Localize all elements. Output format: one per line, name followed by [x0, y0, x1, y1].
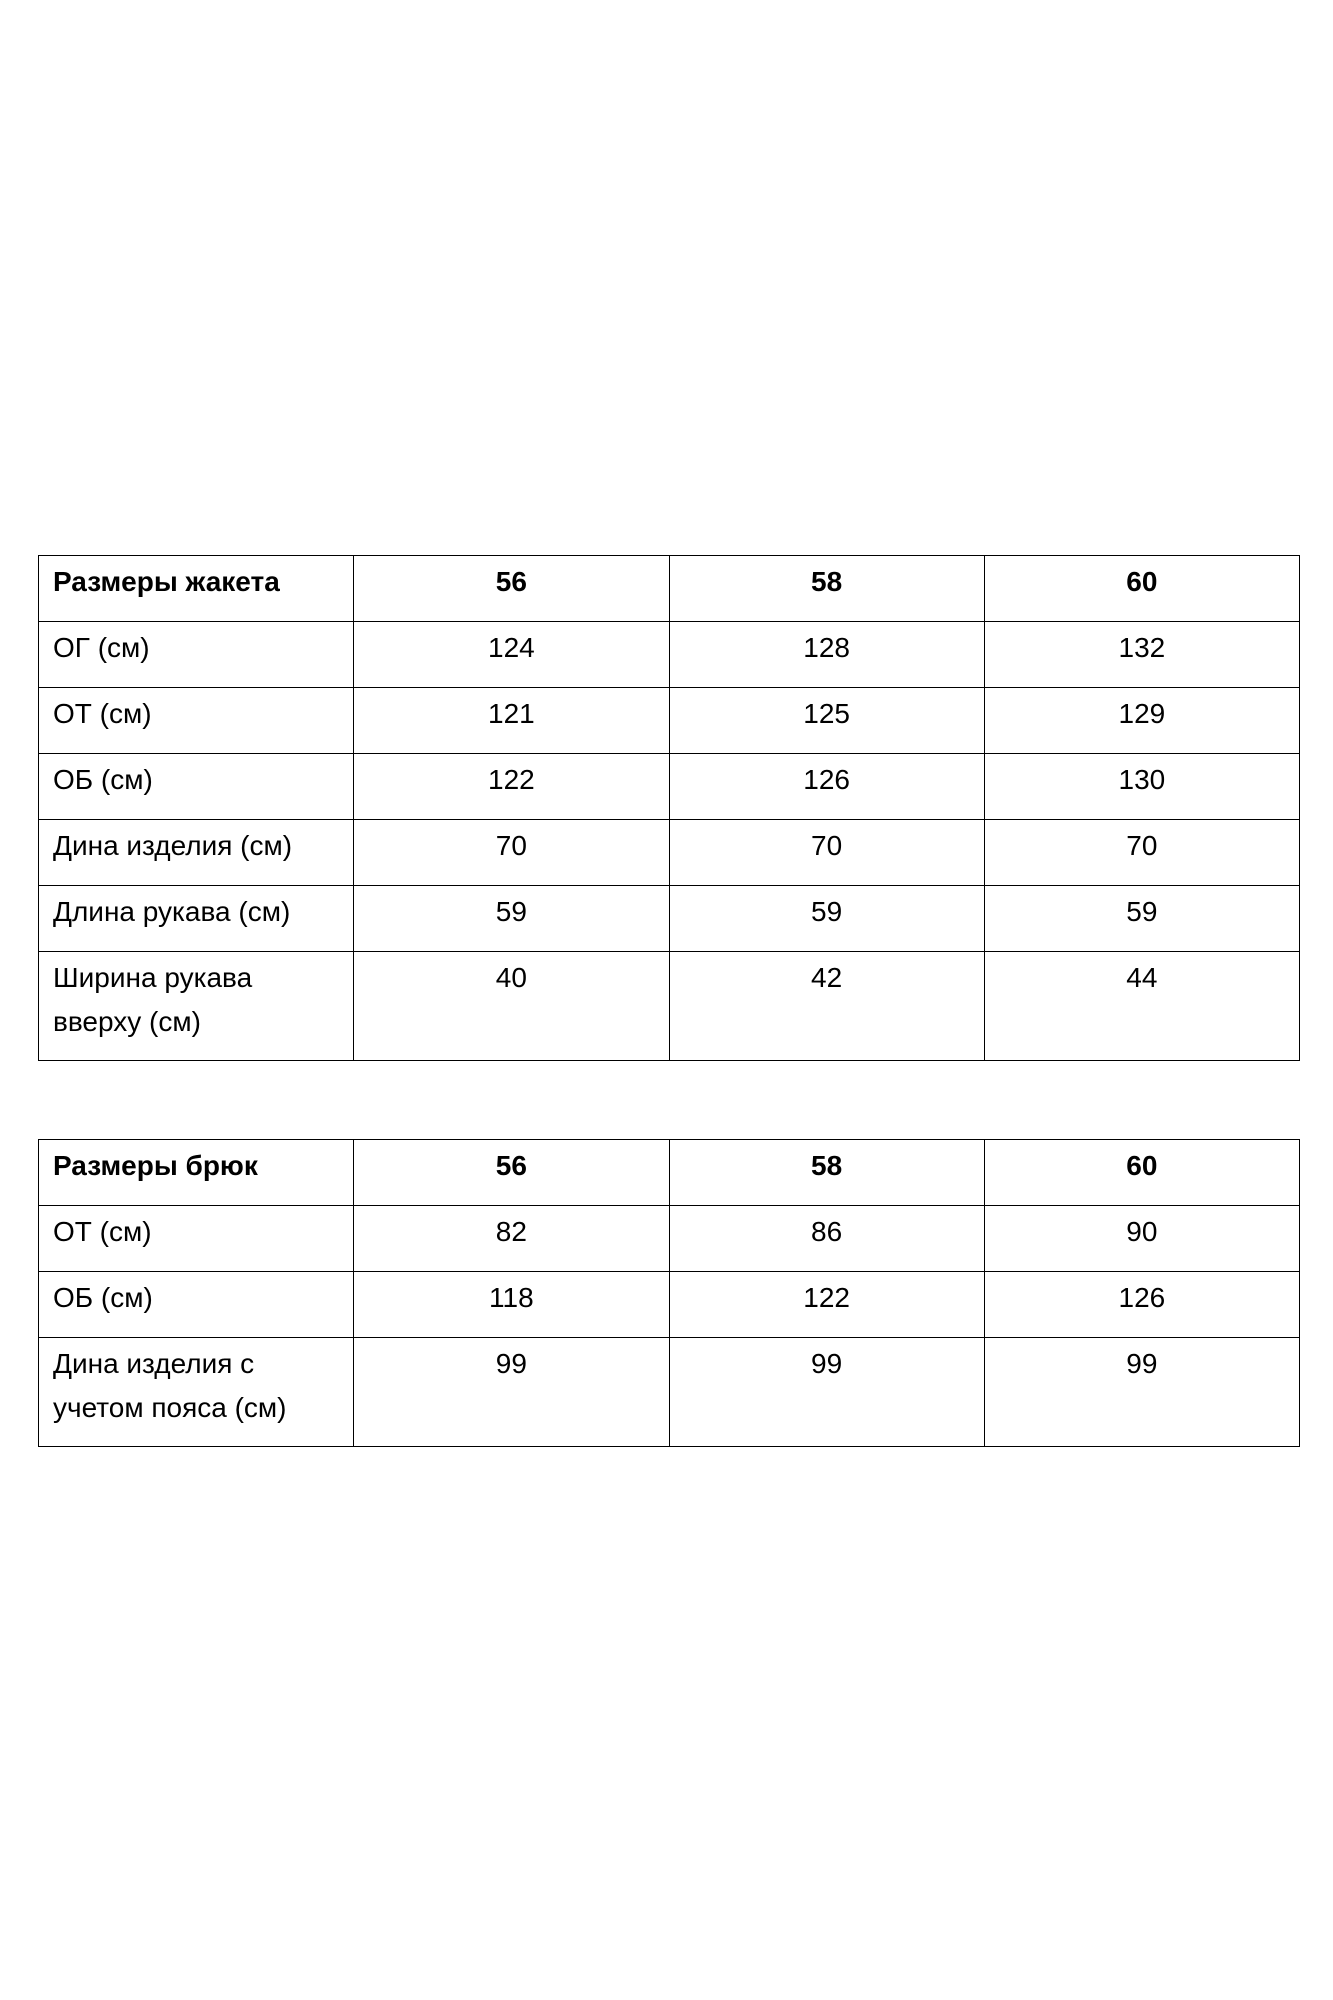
header-cell: 58 — [669, 556, 984, 622]
cell-value: 99 — [354, 1338, 669, 1447]
table-row — [39, 952, 1300, 1061]
cell-value: 70 — [984, 820, 1299, 886]
header-cell: 56 — [354, 1140, 669, 1206]
jacket-size-table — [38, 555, 1300, 1061]
row-label: ОБ (см) — [39, 754, 354, 820]
cell-value: 90 — [984, 1206, 1299, 1272]
header-cell: 60 — [984, 556, 1299, 622]
table-row — [39, 1206, 1300, 1272]
header-cell: 56 — [354, 556, 669, 622]
cell-value: 42 — [669, 952, 984, 1061]
cell-value: 130 — [984, 754, 1299, 820]
cell-value: 125 — [669, 688, 984, 754]
header-cell: Размеры брюк — [39, 1140, 354, 1206]
cell-value: 70 — [669, 820, 984, 886]
row-label: Дина изделия с учетом пояса (см) — [39, 1338, 354, 1447]
cell-value: 44 — [984, 952, 1299, 1061]
table-row — [39, 622, 1300, 688]
row-label: ОТ (см) — [39, 1206, 354, 1272]
table-row — [39, 1272, 1300, 1338]
cell-value: 129 — [984, 688, 1299, 754]
table-header-row — [39, 556, 1300, 622]
cell-value: 40 — [354, 952, 669, 1061]
row-label: Длина рукава (см) — [39, 886, 354, 952]
cell-value: 82 — [354, 1206, 669, 1272]
cell-value: 124 — [354, 622, 669, 688]
cell-value: 70 — [354, 820, 669, 886]
cell-value: 59 — [984, 886, 1299, 952]
row-label: Ширина рукава вверху (см) — [39, 952, 354, 1061]
header-cell: 58 — [669, 1140, 984, 1206]
cell-value: 122 — [669, 1272, 984, 1338]
cell-value: 126 — [669, 754, 984, 820]
trousers-size-table — [38, 1139, 1300, 1447]
cell-value: 126 — [984, 1272, 1299, 1338]
cell-value: 118 — [354, 1272, 669, 1338]
row-label: ОТ (см) — [39, 688, 354, 754]
row-label: Дина изделия (см) — [39, 820, 354, 886]
cell-value: 59 — [354, 886, 669, 952]
cell-value: 86 — [669, 1206, 984, 1272]
cell-value: 99 — [984, 1338, 1299, 1447]
table-row — [39, 688, 1300, 754]
row-label: ОГ (см) — [39, 622, 354, 688]
row-label: ОБ (см) — [39, 1272, 354, 1338]
header-cell: 60 — [984, 1140, 1299, 1206]
table-row — [39, 754, 1300, 820]
cell-value: 59 — [669, 886, 984, 952]
cell-value: 128 — [669, 622, 984, 688]
cell-value: 132 — [984, 622, 1299, 688]
header-cell: Размеры жакета — [39, 556, 354, 622]
table-header-row — [39, 1140, 1300, 1206]
cell-value: 121 — [354, 688, 669, 754]
table-row — [39, 820, 1300, 886]
cell-value: 122 — [354, 754, 669, 820]
table-row — [39, 1338, 1300, 1447]
table-row — [39, 886, 1300, 952]
cell-value: 99 — [669, 1338, 984, 1447]
